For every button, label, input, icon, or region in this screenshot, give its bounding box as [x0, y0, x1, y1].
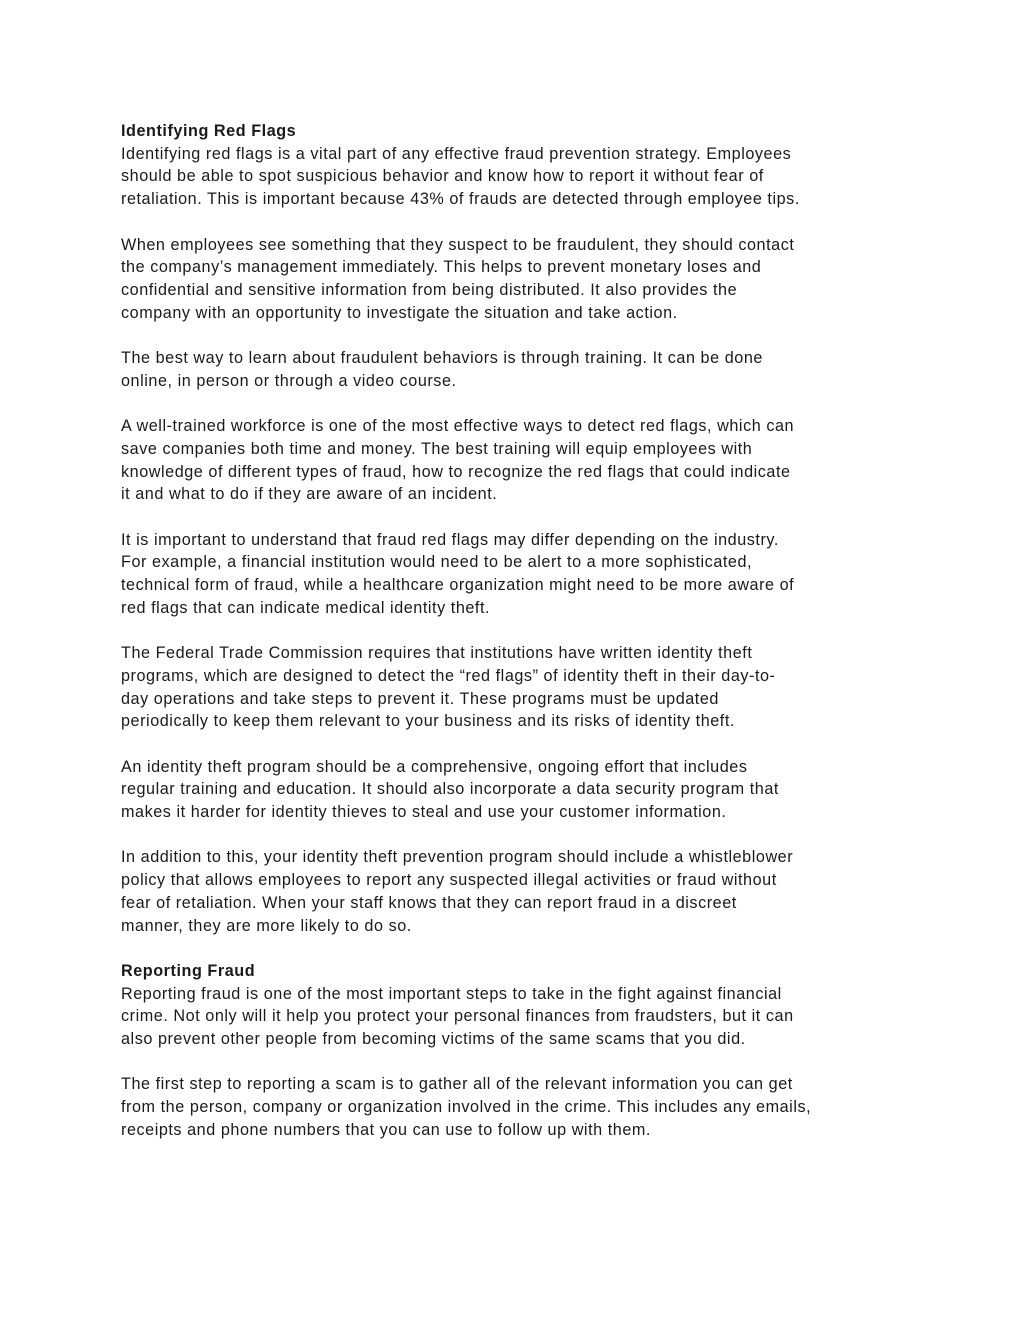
section-heading: Identifying Red Flags: [121, 122, 297, 140]
paragraph: [121, 1073, 921, 1141]
paragraph-line: online, in person or through a video course.: [121, 371, 457, 390]
paragraph-line: When employees see something that they suspect to be fraudulent, they should contact: [121, 235, 795, 254]
paragraph-line: crime. Not only will it help you protect your personal finances from fraudsters, but it can: [121, 1007, 794, 1026]
paragraph-line: The Federal Trade Commission requires that institutions have written identity theft: [121, 644, 753, 663]
paragraph-line: it and what to do if they are aware of an incident.: [121, 485, 498, 504]
paragraph-line: red flags that can indicate medical identity theft.: [121, 598, 491, 617]
paragraph-line: The first step to reporting a scam is to gather all of the relevant information you can get: [121, 1075, 793, 1094]
paragraph-line: day operations and take steps to prevent it. These programs must be updated: [121, 689, 719, 708]
paragraph-line: from the person, company or organization involved in the crime. This includes any emails,: [121, 1098, 812, 1117]
paragraph-line: receipts and phone numbers that you can use to follow up with them.: [121, 1120, 651, 1139]
paragraph-line: technical form of fraud, while a healthcare organization might need to be more aware of: [121, 576, 795, 594]
paragraph: [121, 529, 921, 620]
paragraph-line: fear of retaliation. When your staff knows that they can report fraud in a discreet: [121, 893, 737, 912]
paragraph-line: knowledge of different types of fraud, how to recognize the red flags that could indicate: [121, 462, 791, 481]
section-heading: Reporting Fraud: [121, 961, 256, 980]
paragraph: [121, 415, 921, 506]
paragraph-line: should be able to spot suspicious behavior and know how to report it without fear of: [121, 167, 764, 186]
paragraph: [121, 234, 921, 325]
section: [121, 120, 921, 937]
paragraph: [121, 143, 921, 211]
paragraph-line: manner, they are more likely to do so.: [121, 916, 412, 935]
document-page: [121, 120, 921, 1164]
paragraph-line: the company’s management immediately. This helps to prevent monetary loses and: [121, 258, 762, 277]
paragraph: [121, 756, 921, 824]
paragraph: [121, 642, 921, 733]
paragraph-line: Reporting fraud is one of the most important steps to take in the fight against financial: [121, 984, 782, 1003]
paragraph-line: confidential and sensitive information from being distributed. It also provides the: [121, 280, 738, 299]
paragraph-line: The best way to learn about fraudulent behaviors is through training. It can be done: [121, 349, 763, 367]
paragraph-line: In addition to this, your identity theft prevention program should include a whistleblower: [121, 848, 794, 867]
paragraph-line: For example, a financial institution would need to be alert to a more sophisticated,: [121, 553, 753, 572]
paragraph-line: retaliation. This is important because 43% of frauds are detected through employee tips.: [121, 190, 800, 209]
paragraph-line: save companies both time and money. The best training will equip employees with: [121, 439, 753, 458]
paragraph: [121, 846, 921, 937]
paragraph-line: makes it harder for identity thieves to steal and use your customer information.: [121, 803, 727, 821]
paragraph-line: A well-trained workforce is one of the most effective ways to detect red flags, which can: [121, 417, 795, 436]
paragraph-line: also prevent other people from becoming victims of the same scams that you did.: [121, 1030, 746, 1048]
paragraph-line: Identifying red flags is a vital part of any effective fraud prevention strategy. Employees: [121, 144, 792, 163]
paragraph-line: An identity theft program should be a comprehensive, ongoing effort that includes: [121, 757, 748, 776]
paragraph: [121, 347, 921, 392]
section: [121, 960, 921, 1142]
paragraph: [121, 983, 921, 1051]
paragraph-line: programs, which are designed to detect the “red flags” of identity theft in their day-to-: [121, 666, 776, 685]
paragraph-line: company with an opportunity to investigate the situation and take action.: [121, 303, 678, 322]
paragraph-line: regular training and education. It should also incorporate a data security program that: [121, 780, 779, 799]
paragraph-line: policy that allows employees to report any suspected illegal activities or fraud without: [121, 871, 777, 890]
paragraph-line: It is important to understand that fraud red flags may differ depending on the industry.: [121, 530, 779, 549]
paragraph-line: periodically to keep them relevant to your business and its risks of identity theft.: [121, 712, 735, 731]
